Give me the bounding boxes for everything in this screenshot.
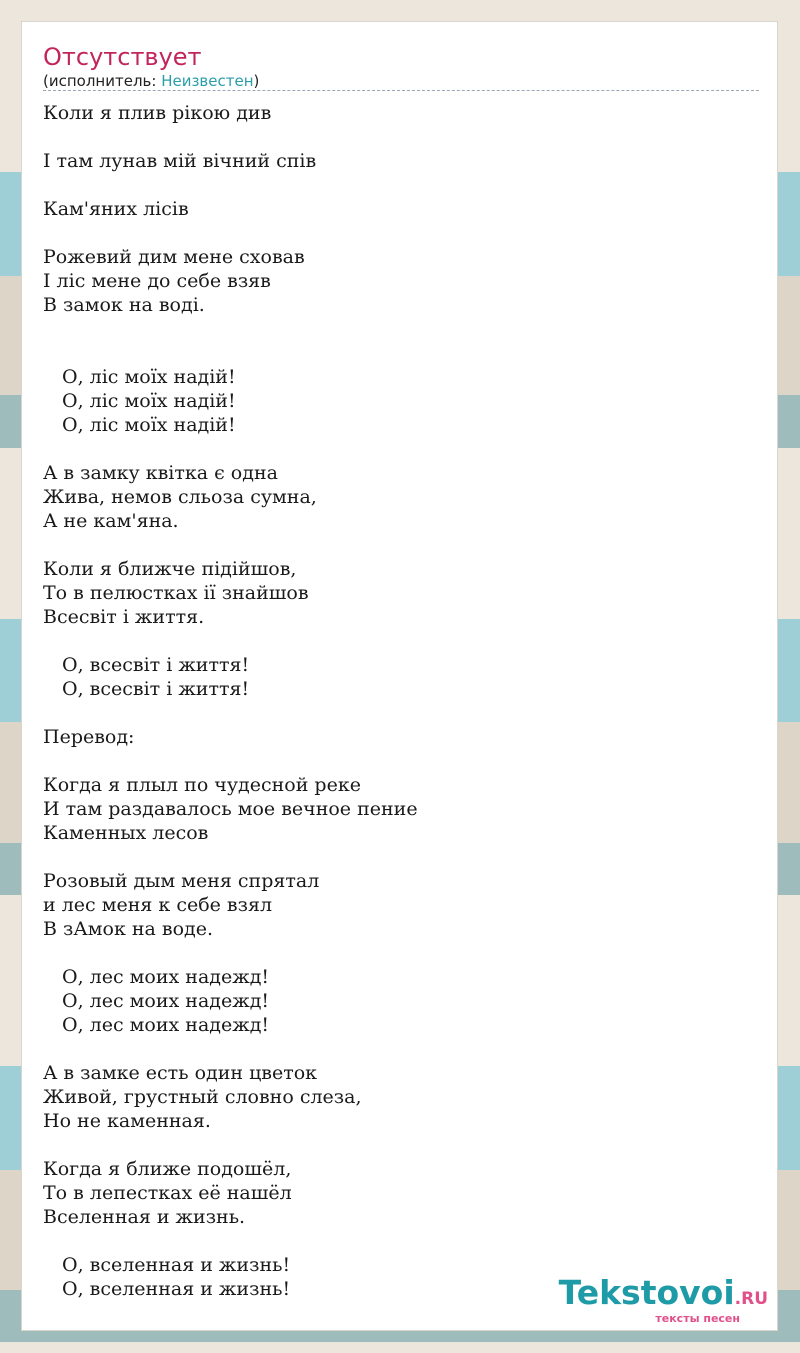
lyric-blank-line bbox=[43, 173, 759, 197]
lyric-line: То в лепестках её нашёл bbox=[43, 1182, 292, 1204]
lyric-line: То в пелюстках ії знайшов bbox=[43, 582, 309, 604]
logo-domain: .RU bbox=[734, 1289, 768, 1309]
artist-link[interactable]: Неизвестен bbox=[161, 72, 254, 90]
lyric-line: Каменных лесов bbox=[43, 822, 209, 844]
lyric-line: и лес меня к себе взял bbox=[43, 894, 273, 916]
lyric-blank-line bbox=[43, 1037, 759, 1061]
lyric-line: О, ліс моїх надій! bbox=[62, 390, 236, 412]
lyric-blank-line bbox=[43, 437, 759, 461]
lyric-line: Когда я плыл по чудесной реке bbox=[43, 774, 361, 796]
lyric-blank-line bbox=[43, 317, 759, 341]
lyric-line: О, вселенная и жизнь! bbox=[62, 1254, 291, 1276]
lyric-line: О, лес моих надежд! bbox=[62, 990, 270, 1012]
artist-prefix: (исполнитель: bbox=[43, 72, 162, 90]
lyrics-text bbox=[43, 101, 759, 1301]
lyric-line: О, всесвіт і життя! bbox=[62, 678, 250, 700]
lyric-line: А в замку квітка є одна bbox=[43, 462, 278, 484]
lyric-blank-line bbox=[43, 629, 759, 653]
lyric-line: О, лес моих надежд! bbox=[62, 966, 270, 988]
lyric-line: В замок на воді. bbox=[43, 294, 205, 316]
lyric-line: Жива, немов сльоза сумна, bbox=[43, 486, 317, 508]
lyric-line: И там раздавалось мое вечное пение bbox=[43, 798, 418, 820]
lyric-line: Живой, грустный словно слеза, bbox=[43, 1086, 362, 1108]
lyric-line: Когда я ближе подошёл, bbox=[43, 1158, 292, 1180]
site-logo[interactable] bbox=[559, 1275, 768, 1329]
lyric-line: Кам'яних лісів bbox=[43, 198, 189, 220]
lyric-blank-line bbox=[43, 125, 759, 149]
lyric-line: Розовый дым меня спрятал bbox=[43, 870, 320, 892]
lyric-blank-line bbox=[43, 749, 759, 773]
lyric-blank-line bbox=[43, 533, 759, 557]
lyric-line: О, вселенная и жизнь! bbox=[62, 1278, 291, 1300]
title-divider bbox=[43, 90, 759, 91]
lyric-line: Коли я ближче підійшов, bbox=[43, 558, 297, 580]
lyric-line: Рожевий дим мене сховав bbox=[43, 246, 305, 268]
lyric-line: Но не каменная. bbox=[43, 1110, 211, 1132]
song-title: Отсутствует bbox=[43, 43, 202, 71]
lyric-line: Перевод: bbox=[43, 726, 135, 748]
lyric-blank-line bbox=[43, 1133, 759, 1157]
artist-line bbox=[43, 71, 259, 91]
lyric-blank-line bbox=[43, 845, 759, 869]
lyric-line: О, лес моих надежд! bbox=[62, 1014, 270, 1036]
lyrics-card bbox=[21, 21, 778, 1331]
lyric-line: І ліс мене до себе взяв bbox=[43, 270, 271, 292]
artist-suffix: ) bbox=[253, 72, 260, 90]
lyric-line: О, ліс моїх надій! bbox=[62, 366, 236, 388]
lyric-line: Вселенная и жизнь. bbox=[43, 1206, 246, 1228]
lyric-blank-line bbox=[43, 701, 759, 725]
logo-name: Tekstovoi bbox=[558, 1273, 735, 1312]
lyric-line: Коли я плив рікою див bbox=[43, 102, 272, 124]
lyric-line: А не кам'яна. bbox=[43, 510, 179, 532]
lyric-blank-line bbox=[43, 941, 759, 965]
lyric-line: В зАмок на воде. bbox=[43, 918, 214, 940]
lyric-blank-line bbox=[43, 1229, 759, 1253]
logo-tagline: тексты песен bbox=[655, 1312, 740, 1325]
lyric-line: О, ліс моїх надій! bbox=[62, 414, 236, 436]
lyric-line: А в замке есть один цветок bbox=[43, 1062, 318, 1084]
lyric-blank-line bbox=[43, 341, 759, 365]
lyric-line: І там лунав мій вічний спів bbox=[43, 150, 317, 172]
lyric-line: Всесвіт і життя. bbox=[43, 606, 205, 628]
lyric-line: О, всесвіт і життя! bbox=[62, 654, 250, 676]
lyric-blank-line bbox=[43, 221, 759, 245]
